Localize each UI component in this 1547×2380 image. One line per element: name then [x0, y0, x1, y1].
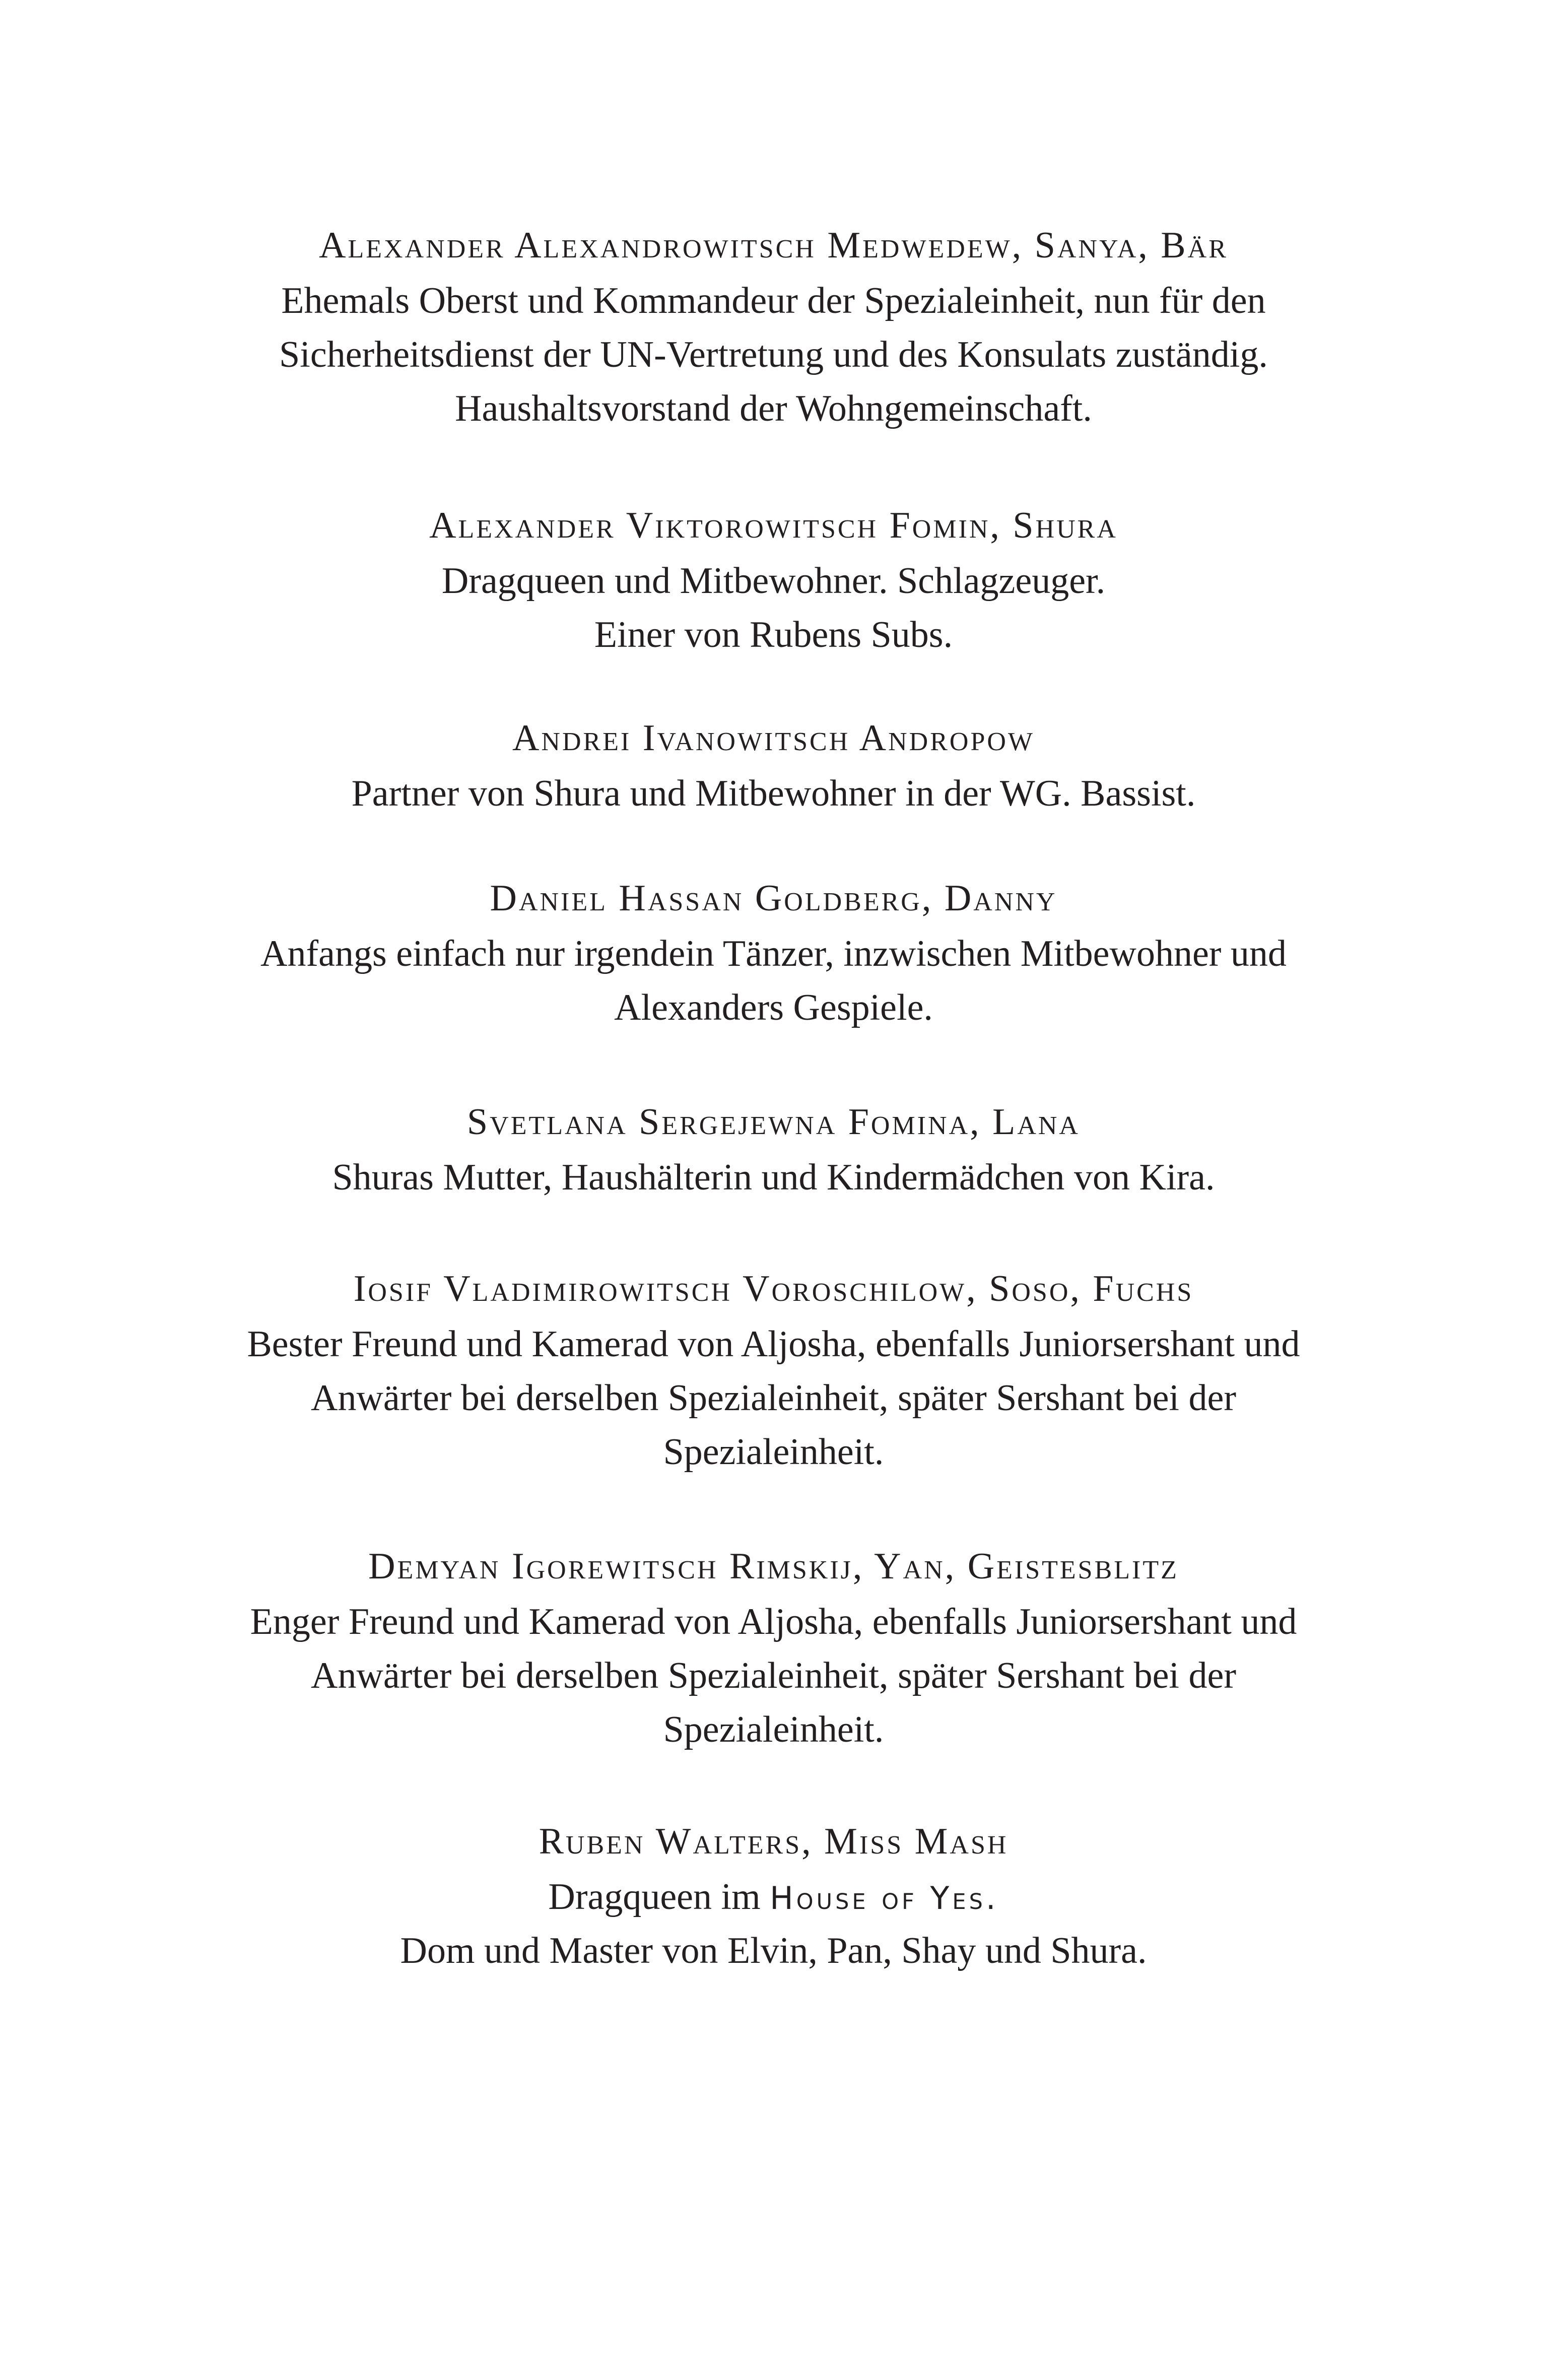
character-entry [0, 499, 1547, 662]
character-description-line: Einer von Rubens Subs. [594, 614, 953, 655]
character-name: Alexander Viktorowitsch Fomin, Shura [429, 505, 1118, 546]
character-description-line: Dragqueen und Mitbewohner. Schlagzeuger. [441, 560, 1106, 602]
character-description-line: Anwärter bei derselben Spezialeinheit, später Sershant bei der [311, 1377, 1236, 1419]
character-description-line: Shuras Mutter, Haushälterin und Kindermädchen von Kira. [332, 1157, 1215, 1198]
character-name: Svetlana Sergejewna Fomina, Lana [467, 1101, 1080, 1143]
character-entry [0, 1815, 1547, 1978]
club-name: House of Yes. [770, 1880, 999, 1916]
character-description-line: Bester Freund und Kamerad von Aljosha, ebenfalls Juniorsershant und [247, 1324, 1300, 1365]
character-description-line: Sicherheitsdienst der UN-Vertretung und des Konsulats zuständig. [279, 334, 1268, 375]
character-description-line: Haushaltsvorstand der Wohngemeinschaft. [455, 388, 1092, 429]
character-description-line: Partner von Shura und Mitbewohner in der WG. Bassist. [351, 773, 1196, 814]
character-name: Andrei Ivanowitsch Andropow [512, 717, 1035, 759]
character-description-line: Alexanders Gespiele. [614, 987, 933, 1028]
character-entry [0, 872, 1547, 1035]
character-description-line: Enger Freund und Kamerad von Aljosha, ebenfalls Juniorsershant und [250, 1601, 1297, 1642]
character-description-line: Anwärter bei derselben Spezialeinheit, später Sershant bei der [311, 1655, 1236, 1696]
character-name: Demyan Igorewitsch Rimskij, Yan, Geistesblitz [368, 1546, 1179, 1587]
character-entry [0, 711, 1547, 821]
character-entry [0, 1095, 1547, 1205]
character-entry [0, 1540, 1547, 1757]
character-description-line: Dom und Master von Elvin, Pan, Shay und Shura. [400, 1930, 1147, 1971]
character-entry [0, 219, 1547, 436]
character-name: Ruben Walters, Miss Mash [539, 1821, 1008, 1862]
description-text: Dragqueen im [548, 1876, 770, 1918]
character-name: Alexander Alexandrowitsch Medwedew, Sanya, Bär [319, 225, 1228, 266]
character-name: Iosif Vladimirowitsch Voroschilow, Soso, Fuchs [353, 1268, 1194, 1309]
character-description-line [0, 1870, 1547, 1924]
character-entry [0, 1262, 1547, 1479]
character-description-line: Anfangs einfach nur irgendein Tänzer, inzwischen Mitbewohner und [260, 933, 1287, 974]
character-description-line: Spezialeinheit. [663, 1709, 884, 1750]
character-description-line: Spezialeinheit. [663, 1431, 884, 1473]
character-description-line: Ehemals Oberst und Kommandeur der Spezialeinheit, nun für den [281, 280, 1266, 321]
character-name: Daniel Hassan Goldberg, Danny [490, 878, 1057, 919]
